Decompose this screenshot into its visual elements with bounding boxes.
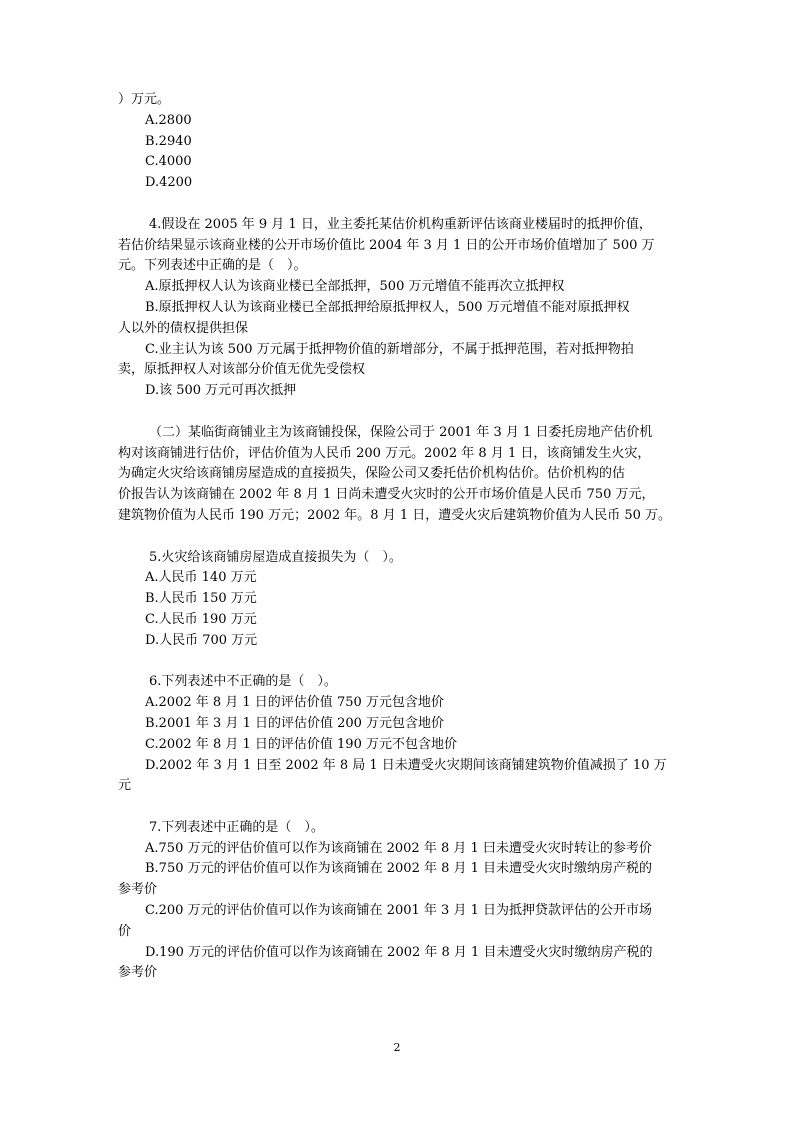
q7-stem: 7.下列表述中正确的是（ ）。 [149,819,324,835]
q7-option-b-cont: 参考价 [118,882,158,898]
q4-stem-line: 元。下列表述中正确的是（ ）。 [118,258,307,274]
case2-paragraph-line: 构对该商铺进行估价，评估价值为人民币 200 万元。2002 年 8 月 1 日，该商铺发生火灾， [118,445,651,461]
case2-paragraph-line: 为确定火灾给该商铺房屋造成的直接损失，保险公司又委托估价机构估价。估价机构的估 [118,466,626,482]
q7-option-c-cont: 价 [118,923,132,939]
q4-stem-line: 4.假设在 2005 年 9 月 1 日，业主委托某估价机构重新评估该商业楼届时的抵押价值， [149,216,652,232]
q7-option-d: D.190 万元的评估价值可以作为该商铺在 2002 年 8 月 1 目未遭受火灾时缴纳房产税的 [145,944,653,960]
q4-option-d: D.该 500 万元可再次抵押 [145,383,297,399]
q3-option-a: A.2800 [145,112,192,128]
continued-line: ）万元。 [118,92,171,107]
q4-stem-line: 若估价结果显示该商业楼的公开市场价值比 2004 年 3 月 1 日的公开市场价值增加了 500 万 [118,237,655,253]
q6-option-d-cont: 元 [118,778,132,794]
q3-option-c: C.4000 [145,154,192,170]
q6-stem: 6.下列表述中不正确的是（ ）。 [149,674,337,690]
q5-option-b: B.人民币 150 万元 [145,591,257,607]
q7-option-d-cont: 参考价 [118,965,158,981]
q6-option-b: B.2001 年 3 月 1 日的评估价值 200 万元包含地价 [145,715,445,731]
q6-option-a: A.2002 年 8 月 1 日的评估价值 750 万元包含地价 [145,695,444,711]
q7-option-b: B.750 万元的评估价值可以作为该商铺在 2002 年 8 月 1 目未遭受火灾时缴纳房产税的 [145,861,653,877]
q7-option-a: A.750 万元的评估价值可以作为该商铺在 2002 年 8 月 1 曰未遭受火灾时转让的参考价 [145,840,652,856]
page-number: 2 [393,1041,401,1054]
case2-paragraph-line: 建筑物价值为人民币 190 万元；2002 年。8 月 1 日，遭受火灾后建筑物价值为人民币 50 万。 [118,507,672,523]
q4-option-b: B.原抵押权人认为该商业楼已全部抵押给原抵押权人，500 万元增值不能对原抵押权 [145,299,630,315]
q5-option-d: D.人民币 700 万元 [145,632,258,648]
q4-option-c-cont: 卖，原抵押权人对该部分价值无优先受偿权 [118,362,366,378]
q4-option-b-cont: 人以外的债权提供担保 [118,320,249,336]
q4-option-c: C.业主认为该 500 万元属于抵押物价值的新增部分，不属于抵押范围，若对抵押物拍 [145,341,634,357]
q4-option-a: A.原抵押权人认为该商业楼已全部抵押，500 万元增值不能再次立抵押权 [145,279,565,295]
q7-option-c: C.200 万元的评估价值可以作为该商铺在 2001 年 3 月 1 日为抵押贷款评估的公开市场 [145,903,652,919]
case2-paragraph-line: 价报告认为该商铺在 2002 年 8 月 1 日尚未遭受火灾时的公开市场价值是人民币 750 万元， [118,487,655,503]
q5-option-a: A.人民币 140 万元 [145,570,257,586]
q5-stem: 5.火灾给该商铺房屋造成直接损失为（ ）。 [149,549,402,565]
q6-option-d: D.2002 年 3 月 1 日至 2002 年 8 局 1 日未遭受火灾期间该商铺建筑物价值减损了 10 万 [145,757,667,773]
q3-option-b: B.2940 [145,133,192,149]
q3-option-d: D.4200 [145,175,193,191]
q6-option-c: C.2002 年 8 月 1 日的评估价值 190 万元不包含地价 [145,736,457,752]
document-body [118,90,678,984]
q5-option-c: C.人民币 190 万元 [145,611,257,627]
case2-paragraph-line: （二）某临街商铺业主为该商铺投保，保险公司于 2001 年 3 月 1 日委托房地产估价机 [149,424,653,440]
